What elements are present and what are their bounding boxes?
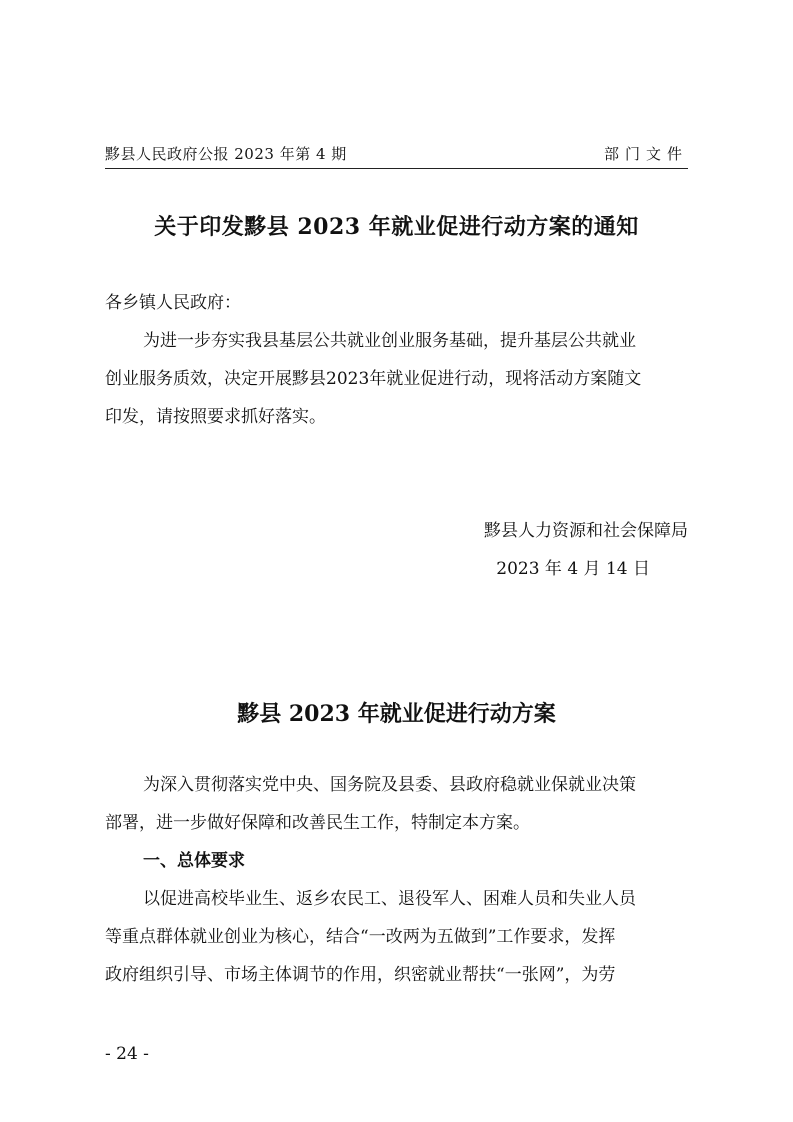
issue-date: 2023 年 4 月 14 日 <box>496 559 650 579</box>
plan-intro <box>105 766 688 842</box>
section-body-line: 政府组织引导、市场主体调节的作用，织密就业帮扶“一张网”，为劳 <box>105 965 616 985</box>
section-label: 部门文件 <box>603 145 688 163</box>
notice-body-line: 为进一步夯实我县基层公共就业创业服务基础，提升基层公共就业 <box>143 331 636 351</box>
bulletin-issue-label: 黟县人民政府公报 2023 年第 4 期 <box>105 145 347 163</box>
header-rule <box>105 168 688 169</box>
issuer: 黟县人力资源和社会保障局 <box>484 521 688 541</box>
plan-intro-line: 部署，进一步做好保障和改善民生工作，特制定本方案。 <box>105 813 530 833</box>
section-body <box>105 880 688 994</box>
page-number: - 24 - <box>105 1044 149 1064</box>
section-heading: 一、总体要求 <box>143 851 245 871</box>
section-body-line: 以促进高校毕业生、返乡农民工、退役军人、困难人员和失业人员 <box>143 889 636 909</box>
salutation-text: 各乡镇人民政府： <box>105 293 241 313</box>
signature-block <box>484 512 688 588</box>
plan-intro-line: 为深入贯彻落实党中央、国务院及县委、县政府稳就业保就业决策 <box>143 775 636 795</box>
notice-body-line: 创业服务质效，决定开展黟县2023年就业促进行动，现将活动方案随文 <box>105 369 642 389</box>
notice-body-line: 印发，请按照要求抓好落实。 <box>105 407 326 427</box>
plan-title: 黟县 2023 年就业促进行动方案 <box>237 701 556 727</box>
running-header <box>105 143 688 167</box>
notice-title: 关于印发黟县 2023 年就业促进行动方案的通知 <box>154 214 639 240</box>
notice-body <box>105 322 688 436</box>
section-body-line: 等重点群体就业创业为核心，结合“一改两为五做到”工作要求，发挥 <box>105 927 616 947</box>
salutation <box>105 284 688 322</box>
